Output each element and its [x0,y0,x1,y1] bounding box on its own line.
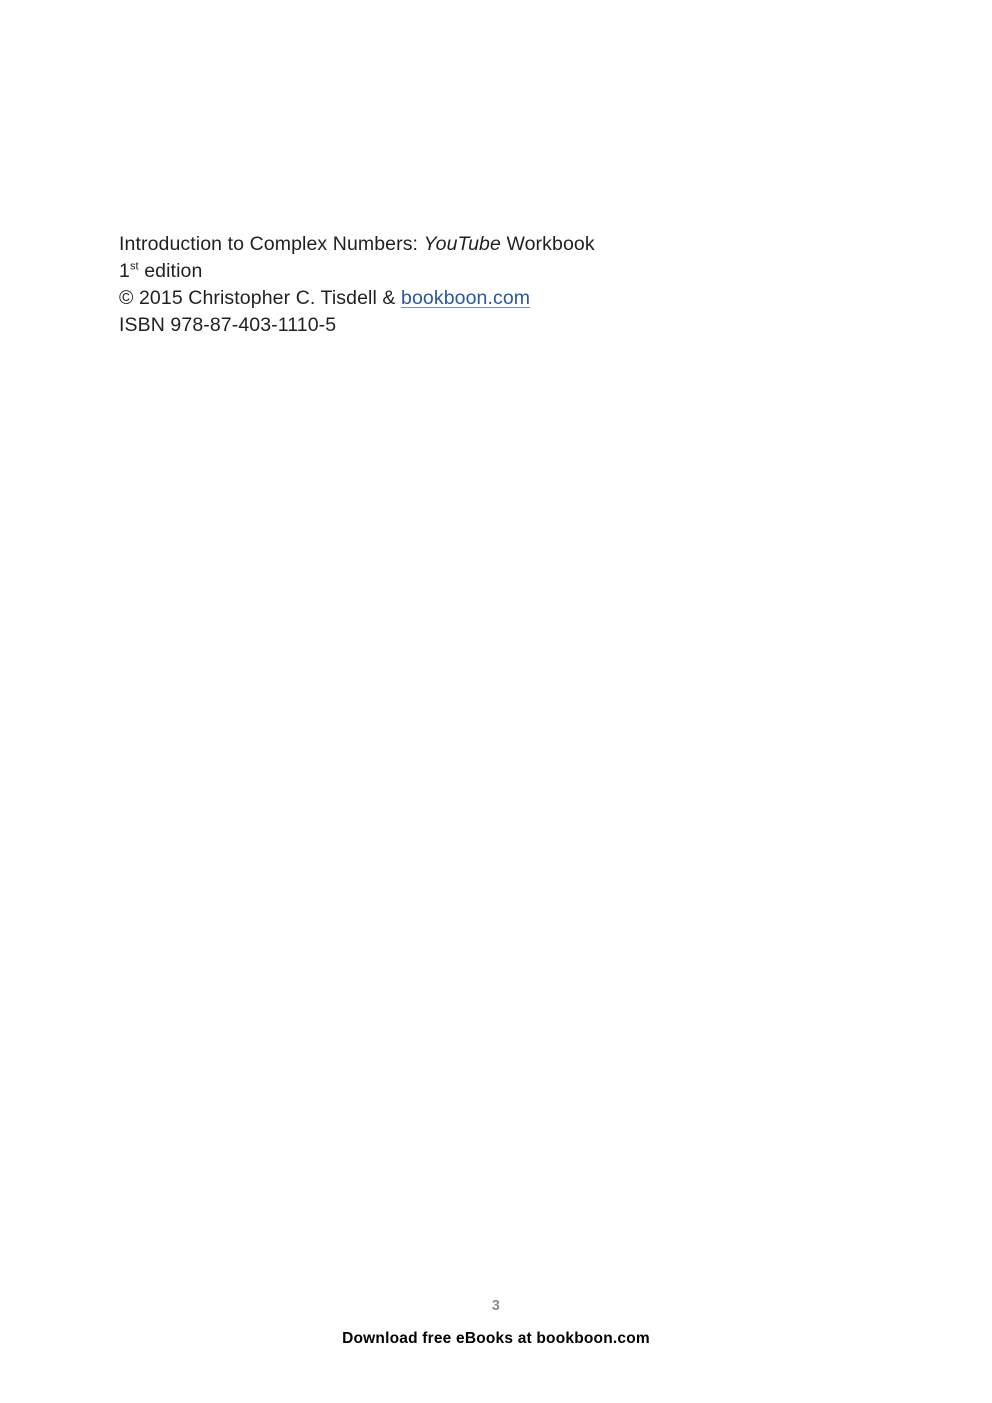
isbn-line [119,312,595,339]
download-ebooks-link[interactable]: Download free eBooks at bookboon.com [342,1330,650,1347]
edition-line [119,258,595,285]
page-footer [0,1298,992,1348]
edition-ordinal-superscript: st [129,260,139,273]
copyright-line [119,285,595,312]
edition-number: 1 [119,260,130,282]
book-title-line [119,231,595,258]
isbn-text: ISBN 978-87-403-1110-5 [119,314,337,336]
book-title-prefix: Introduction to Complex Numbers: [119,233,424,255]
book-title-suffix: Workbook [500,233,595,255]
front-matter-block [119,231,595,339]
copyright-text: © 2015 Christopher C. Tisdell & [119,287,402,309]
page-number: 3 [491,1298,501,1314]
edition-label: edition [138,260,203,282]
book-title-italic: YouTube [423,233,501,255]
bookboon-link[interactable]: bookboon.com [401,287,531,309]
